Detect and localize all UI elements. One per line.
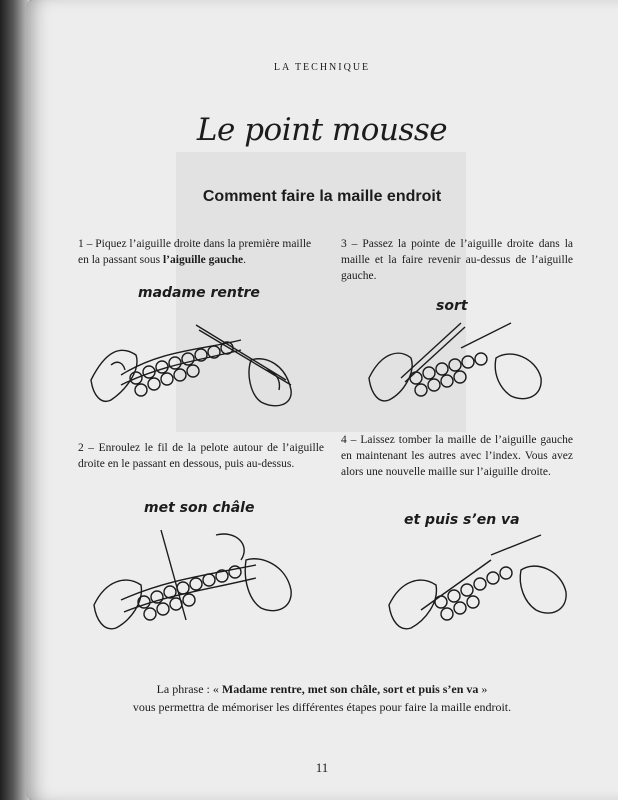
phrase-line-2: vous permettra de mémoriser les différentes étapes pour faire la maille endroit. [132, 700, 512, 714]
phrase-bold: Madame rentre, met son châle, sort et puis s’en va [221, 682, 479, 696]
running-header: LA TECHNIQUE [273, 62, 371, 73]
section-subtitle: Comment faire la maille endroit [202, 188, 442, 205]
page-number: 11 [315, 760, 329, 775]
step-1-text-start: 1 – Piquez l’aiguille droite dans la première maille en la passant sous [78, 238, 312, 266]
step-1-text-bold: l’aiguille gauche [162, 254, 244, 266]
step-3-illustration [361, 318, 551, 418]
step-4-illustration [381, 530, 581, 640]
step-3-text [341, 236, 573, 284]
step-4-text-start: 4 – Laissez tomber la maille de l’aiguille gauche en maintenant les autres avec l’index. Vous avez alors une nouvelle maille sur l’aiguille droite. [341, 434, 573, 478]
step-2-text [78, 440, 324, 472]
step-3-text-start: 3 – Passez la pointe de l’aiguille droite dans la maille et la faire revenir au-dessus de l’aiguille gauche. [341, 238, 573, 282]
phrase-prefix: La phrase : « [156, 682, 222, 696]
step-4-text [341, 432, 573, 480]
step-1-label: madame rentre [138, 285, 260, 301]
step-2-illustration [86, 520, 306, 640]
step-3-label: sort [436, 298, 468, 314]
book-page [26, 0, 618, 800]
step-4-label: et puis s’en va [404, 512, 520, 528]
step-2-text-start: 2 – Enroulez le fil de la pelote autour de l’aiguille droite en le passant en dessous, puis au-dessus. [78, 442, 324, 470]
step-2-label: met son châle [144, 500, 255, 516]
step-1-text [78, 236, 318, 268]
step-1-text-end: . [243, 254, 247, 266]
phrase-suffix: » [478, 682, 488, 696]
page-title: Le point mousse [196, 112, 448, 148]
mnemonic-phrase [26, 680, 618, 716]
step-1-illustration [81, 310, 301, 420]
